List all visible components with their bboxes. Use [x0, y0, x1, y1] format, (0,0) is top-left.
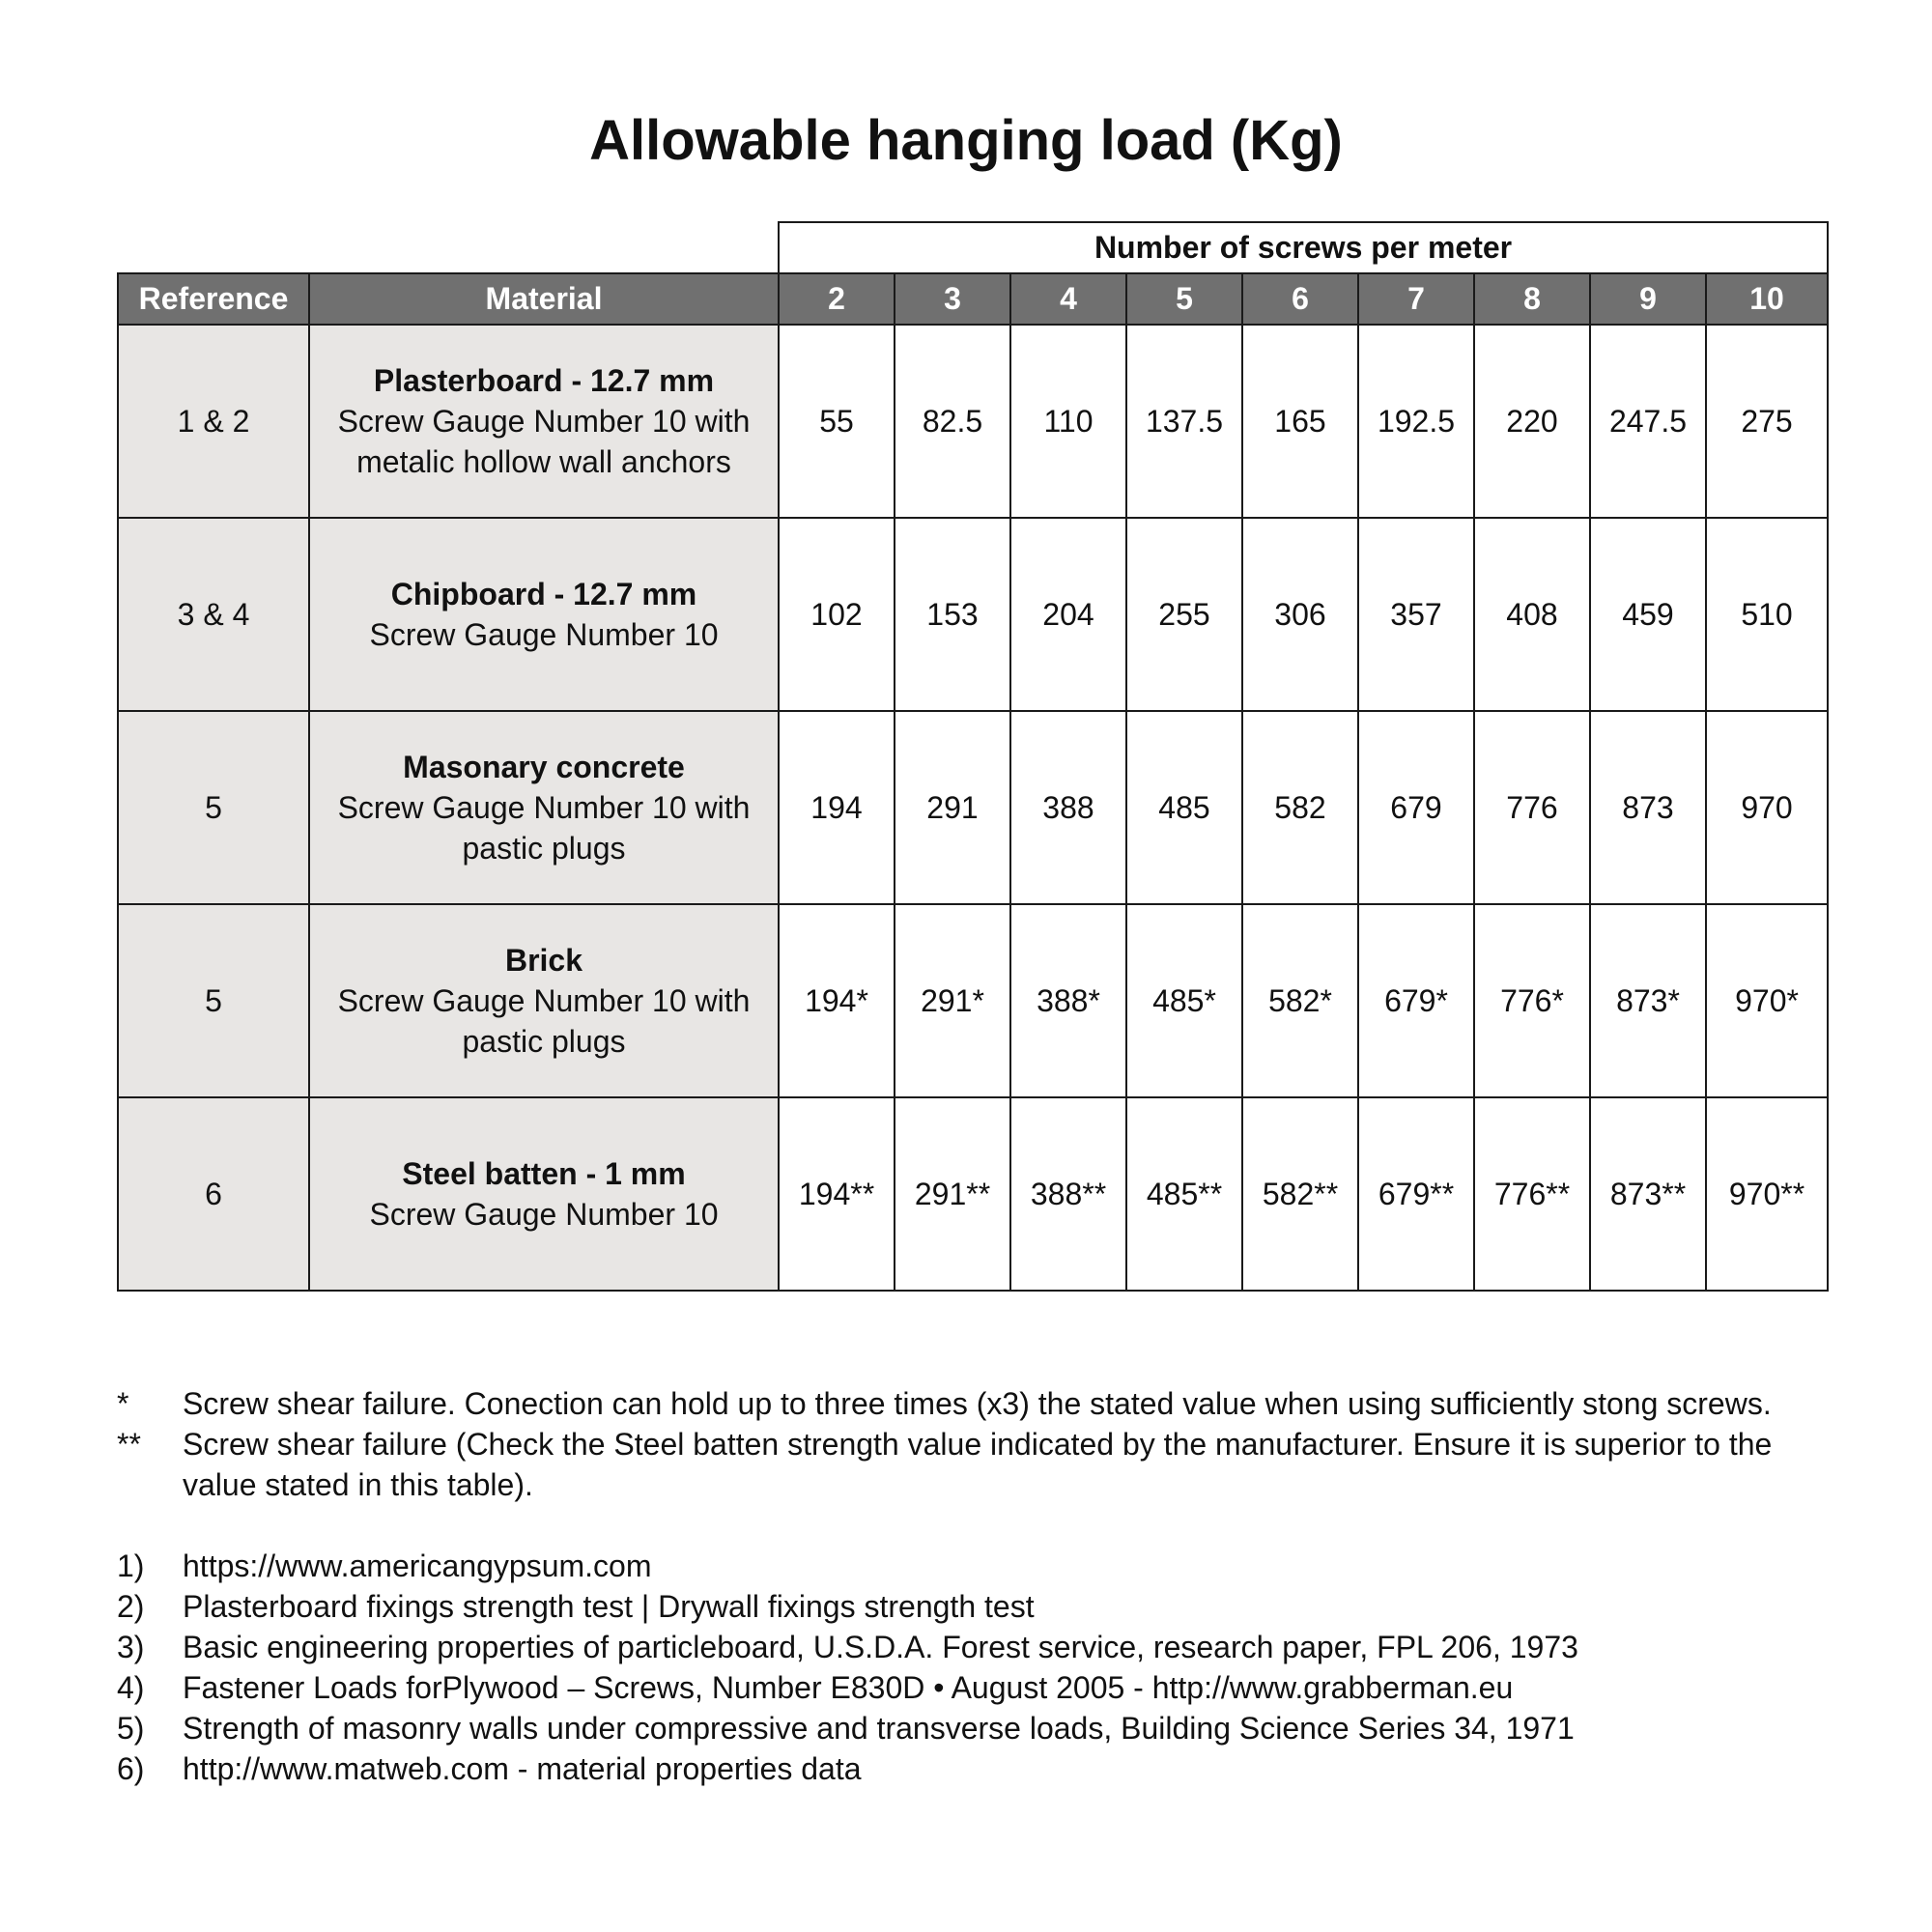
footnote-mark: ** — [117, 1427, 141, 1462]
load-value-cell: 510 — [1706, 518, 1828, 711]
material-name: Masonary concrete — [403, 750, 685, 784]
load-value-cell: 970 — [1706, 711, 1828, 904]
reference-cell: 3 & 4 — [118, 518, 309, 711]
load-value-cell: 776 — [1474, 711, 1590, 904]
reference-text: Basic engineering properties of particleboard, U.S.D.A. Forest service, research paper, FPL 206, 1973 — [183, 1630, 1578, 1664]
load-value-cell: 291 — [895, 711, 1010, 904]
load-value-cell: 970* — [1706, 904, 1828, 1097]
screws-group-header: Number of screws per meter — [779, 222, 1828, 273]
load-value-cell: 679** — [1358, 1097, 1474, 1291]
notes-section — [117, 1383, 1817, 1789]
table-row — [118, 711, 1828, 904]
load-value-cell: 582 — [1242, 711, 1358, 904]
load-value-cell: 137.5 — [1126, 325, 1242, 518]
screws-count-header: 5 — [1126, 273, 1242, 325]
group-header-row — [118, 222, 1828, 273]
load-value-cell: 194 — [779, 711, 895, 904]
screws-count-header: 3 — [895, 273, 1010, 325]
load-value-cell: 388** — [1010, 1097, 1126, 1291]
reference-item — [117, 1748, 1817, 1789]
load-value-cell: 102 — [779, 518, 895, 711]
load-value-cell: 291** — [895, 1097, 1010, 1291]
load-value-cell: 357 — [1358, 518, 1474, 711]
reference-text: Plasterboard fixings strength test | Drywall fixings strength test — [183, 1589, 1035, 1624]
load-value-cell: 408 — [1474, 518, 1590, 711]
material-name: Brick — [504, 943, 583, 978]
load-value-cell: 873 — [1590, 711, 1706, 904]
load-value-cell: 247.5 — [1590, 325, 1706, 518]
load-value-cell: 388* — [1010, 904, 1126, 1097]
screws-count-header: 9 — [1590, 273, 1706, 325]
load-value-cell: 485 — [1126, 711, 1242, 904]
material-header: Material — [309, 273, 779, 325]
material-description: Screw Gauge Number 10 with metalic hollow wall anchors — [337, 404, 751, 479]
load-value-cell: 679 — [1358, 711, 1474, 904]
table-row — [118, 1097, 1828, 1291]
reference-item — [117, 1708, 1817, 1748]
material-cell — [309, 711, 779, 904]
page-title: Allowable hanging load (Kg) — [589, 109, 1343, 172]
load-value-cell: 679* — [1358, 904, 1474, 1097]
hanging-load-table — [117, 221, 1829, 1292]
load-value-cell: 306 — [1242, 518, 1358, 711]
load-value-cell: 275 — [1706, 325, 1828, 518]
material-cell — [309, 518, 779, 711]
blank-corner — [118, 222, 779, 273]
reference-item — [117, 1667, 1817, 1708]
footnote — [117, 1424, 1817, 1505]
reference-text: Strength of masonry walls under compressive and transverse loads, Building Science Series 34, 1971 — [183, 1711, 1575, 1746]
reference-header: Reference — [118, 273, 309, 325]
footnote — [117, 1383, 1817, 1424]
reference-number: 3) — [117, 1630, 145, 1664]
column-header-row — [118, 273, 1828, 325]
material-description: Screw Gauge Number 10 with pastic plugs — [337, 790, 751, 866]
table-row — [118, 325, 1828, 518]
load-value-cell: 194* — [779, 904, 895, 1097]
material-name: Plasterboard - 12.7 mm — [373, 363, 715, 398]
table-row — [118, 518, 1828, 711]
load-value-cell: 485** — [1126, 1097, 1242, 1291]
reference-number: 4) — [117, 1670, 145, 1705]
load-value-cell: 582** — [1242, 1097, 1358, 1291]
footnote-mark: * — [117, 1386, 129, 1421]
references-list — [117, 1546, 1817, 1789]
load-value-cell: 776* — [1474, 904, 1590, 1097]
reference-item — [117, 1586, 1817, 1627]
reference-cell: 1 & 2 — [118, 325, 309, 518]
load-value-cell: 194** — [779, 1097, 895, 1291]
load-value-cell: 82.5 — [895, 325, 1010, 518]
load-value-cell: 485* — [1126, 904, 1242, 1097]
screws-count-header: 6 — [1242, 273, 1358, 325]
load-value-cell: 582* — [1242, 904, 1358, 1097]
load-value-cell: 255 — [1126, 518, 1242, 711]
reference-item — [117, 1627, 1817, 1667]
screws-count-header: 4 — [1010, 273, 1126, 325]
load-value-cell: 204 — [1010, 518, 1126, 711]
material-description: Screw Gauge Number 10 with pastic plugs — [337, 983, 751, 1059]
reference-number: 2) — [117, 1589, 145, 1624]
load-value-cell: 165 — [1242, 325, 1358, 518]
reference-cell: 6 — [118, 1097, 309, 1291]
screws-count-header: 8 — [1474, 273, 1590, 325]
load-value-cell: 110 — [1010, 325, 1126, 518]
material-cell — [309, 1097, 779, 1291]
screws-count-header: 7 — [1358, 273, 1474, 325]
reference-number: 5) — [117, 1711, 145, 1746]
material-cell — [309, 325, 779, 518]
material-name: Chipboard - 12.7 mm — [390, 577, 697, 611]
load-value-cell: 192.5 — [1358, 325, 1474, 518]
reference-item — [117, 1546, 1817, 1586]
reference-text: Fastener Loads forPlywood – Screws, Number E830D • August 2005 - http://www.grabberman.eu — [183, 1670, 1514, 1705]
load-value-cell: 55 — [779, 325, 895, 518]
load-value-cell: 153 — [895, 518, 1010, 711]
footnote-text: Screw shear failure (Check the Steel batten strength value indicated by the manufacturer. Ensure it is superior to the value stated in this table). — [183, 1427, 1773, 1502]
screws-count-header: 2 — [779, 273, 895, 325]
load-value-cell: 291* — [895, 904, 1010, 1097]
screws-count-header: 10 — [1706, 273, 1828, 325]
load-value-cell: 873** — [1590, 1097, 1706, 1291]
load-value-cell: 388 — [1010, 711, 1126, 904]
footnote-text: Screw shear failure. Conection can hold up to three times (x3) the stated value when using sufficiently stong screws. — [183, 1386, 1772, 1421]
material-name: Steel batten - 1 mm — [402, 1156, 686, 1191]
reference-text: http://www.matweb.com - material properties data — [183, 1751, 862, 1786]
load-value-cell: 970** — [1706, 1097, 1828, 1291]
load-value-cell: 776** — [1474, 1097, 1590, 1291]
reference-cell: 5 — [118, 904, 309, 1097]
load-value-cell: 873* — [1590, 904, 1706, 1097]
load-value-cell: 220 — [1474, 325, 1590, 518]
reference-number: 6) — [117, 1751, 145, 1786]
material-description: Screw Gauge Number 10 — [369, 617, 719, 652]
table-row — [118, 904, 1828, 1097]
material-description: Screw Gauge Number 10 — [369, 1197, 719, 1232]
reference-text: https://www.americangypsum.com — [183, 1548, 652, 1583]
reference-number: 1) — [117, 1548, 145, 1583]
reference-cell: 5 — [118, 711, 309, 904]
material-cell — [309, 904, 779, 1097]
load-value-cell: 459 — [1590, 518, 1706, 711]
